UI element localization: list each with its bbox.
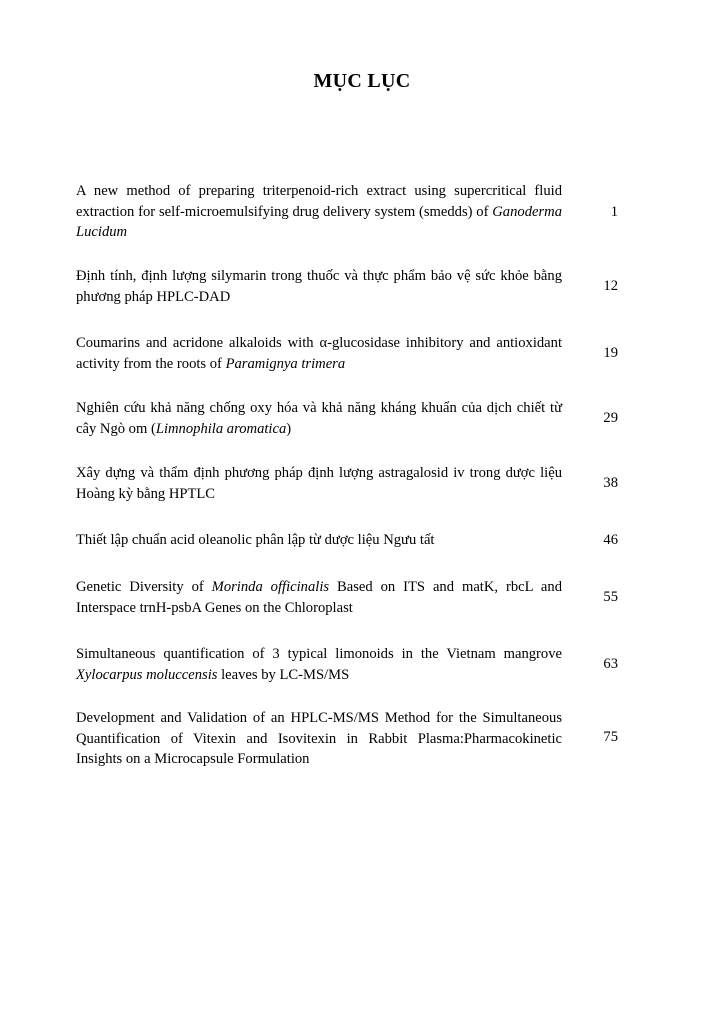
- toc-page-number: 55: [603, 589, 618, 605]
- toc-entry-title: [76, 577, 562, 618]
- toc-entry: [76, 398, 630, 439]
- title-italic: Ganoderma Lucidum: [76, 203, 562, 240]
- toc-page-number: 29: [603, 410, 618, 426]
- title-italic: Morinda officinalis: [211, 579, 330, 595]
- title-text: Simultaneous quantification of 3 typical limonoids in the Vietnam mangrove: [76, 646, 562, 662]
- toc-entry: [76, 577, 630, 618]
- toc-entry-title: [76, 644, 562, 685]
- title-text-end: Based on ITS and matK, rbcL and Interspace trnH-psbA Genes on the Chloroplast: [76, 579, 562, 616]
- toc-entry-title: [76, 181, 562, 243]
- toc-entry-title: [76, 708, 562, 770]
- toc-entry: [76, 181, 630, 243]
- title-italic: Xylocarpus moluccensis: [76, 666, 218, 683]
- title-text: Genetic Diversity of: [76, 579, 212, 595]
- toc-entry: [76, 463, 630, 504]
- title-italic: Paramignya trimera: [225, 355, 346, 372]
- title-text: A new method of preparing triterpenoid-rich extract using supercritical fluid extraction for self-microemulsifying drug delivery system (smedds) of: [76, 183, 562, 220]
- title-text: Thiết lập chuẩn acid oleanolic phân lập từ dược liệu Ngưu tất: [76, 532, 435, 548]
- toc-entry-title: [76, 463, 562, 504]
- toc-entry-title: [76, 530, 562, 551]
- toc-entry: [76, 708, 630, 770]
- toc-page-number: 63: [603, 656, 618, 672]
- title-text: Định tính, định lượng silymarin trong thuốc và thực phẩm bảo vệ sức khỏe bằng phương pháp HPLC-DAD: [76, 268, 562, 305]
- toc-page-number: 75: [603, 729, 618, 745]
- title-text: Coumarins and acridone alkaloids with α-glucosidase inhibitory and antioxidant activity from the roots of: [76, 335, 562, 372]
- toc-entry: [76, 333, 630, 374]
- page-title: MỤC LỤC: [313, 70, 411, 92]
- toc-entry: [76, 530, 630, 551]
- title-text: Development and Validation of an HPLC-MS/MS Method for the Simultaneous Quantification of Vitexin and Isovitexin in Rabbit Plasma:Pharmacokinetic Insights on a Microcapsule Formulation: [76, 710, 562, 767]
- title-text: Xây dựng và thẩm định phương pháp định lượng astragalosid iv trong dược liệu Hoàng kỳ bằng HPTLC: [76, 465, 562, 502]
- title-italic: Limnophila aromatica: [155, 420, 287, 437]
- toc-entry: [76, 266, 630, 307]
- toc-entry-title: [76, 266, 562, 307]
- title-text: Nghiên cứu khả năng chống oxy hóa và khả năng kháng khuẩn của dịch chiết từ cây Ngò om (: [76, 400, 562, 437]
- toc-page-number: 46: [603, 532, 618, 548]
- title-text-end: ): [286, 420, 292, 437]
- toc-page-number: 19: [603, 345, 618, 361]
- toc-page-number: 1: [610, 204, 618, 220]
- toc-page-number: 38: [603, 475, 618, 491]
- toc-page-number: 12: [603, 278, 618, 294]
- toc-entry-title: [76, 398, 562, 439]
- title-text-end: leaves by LC-MS/MS: [217, 666, 350, 683]
- toc-entry-title: [76, 333, 562, 374]
- toc-entry: [76, 644, 630, 685]
